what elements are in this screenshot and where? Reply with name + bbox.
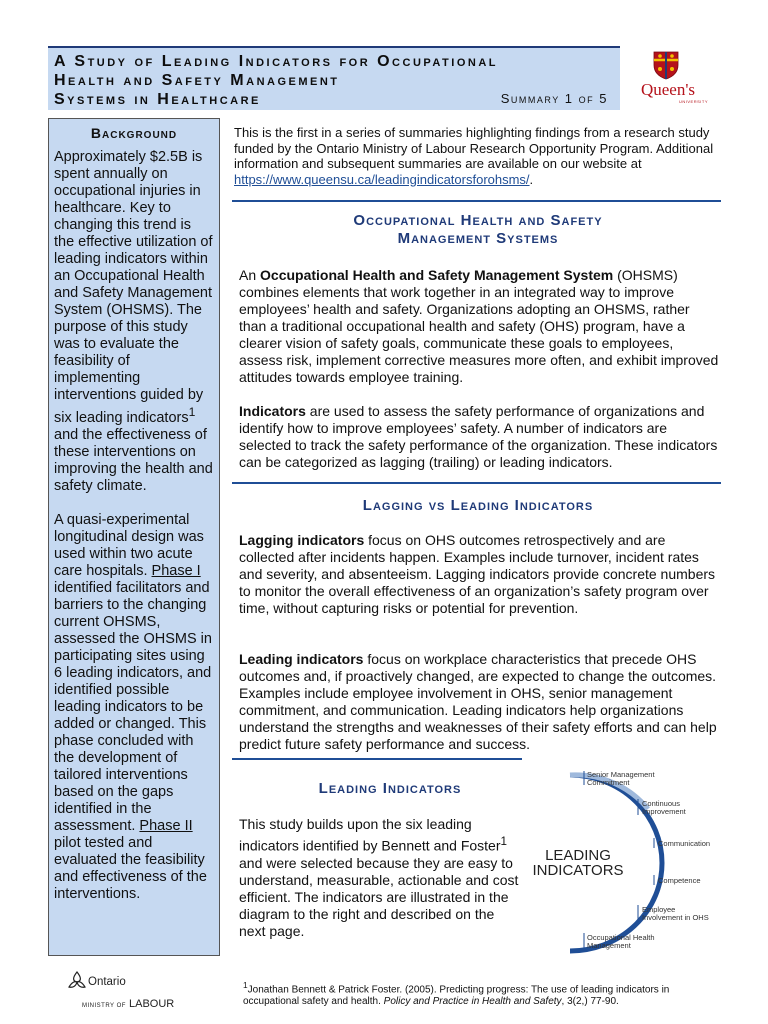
queens-logo-text: Queen's bbox=[640, 80, 696, 99]
title-band bbox=[48, 46, 620, 110]
diagram-label-employee-1: Employee bbox=[642, 905, 676, 914]
title-line-2: Health and Safety Management bbox=[54, 72, 340, 89]
diagram-label-employee-2: Involvement in OHS bbox=[642, 913, 709, 922]
ontario-name: Ontario bbox=[88, 976, 126, 988]
footnote-journal: Policy and Practice in Health and Safety bbox=[383, 996, 562, 1008]
queens-crest-icon bbox=[652, 50, 680, 80]
diagram-label-senior-management-2: Commitment bbox=[587, 778, 630, 787]
intro-paragraph bbox=[234, 125, 724, 187]
section-divider bbox=[232, 200, 721, 202]
background-sidebar bbox=[48, 118, 220, 956]
ohsms-paragraph-2 bbox=[239, 403, 719, 471]
footnote-text-a: Jonathan Bennett & Patrick Foster. (2005). Predicting progress: The use of leading indicators in occupational safety and health. bbox=[243, 984, 670, 1008]
footnote-number: 1 bbox=[243, 980, 248, 990]
sidebar-paragraph-1 bbox=[49, 149, 219, 495]
footnote bbox=[243, 979, 723, 1008]
sidebar-p1-end: and the effectiveness of these interventions on improving the health and safety climate. bbox=[54, 426, 213, 494]
title-line-3: Systems in Healthcare bbox=[54, 91, 261, 108]
ohsms-p2-b: are used to assess the safety performance of organizations and identify how to improve employees’ safety. A number of indicators are selected to track the safety performance of the organization. These indicators can be categorized as lagging (trailing) or leading indicators. bbox=[239, 403, 718, 470]
sidebar-p2-c: pilot tested and evaluated the feasibility and effectiveness of the interventions. bbox=[54, 834, 207, 902]
trillium-icon bbox=[66, 970, 88, 992]
ohsms-title-line-1: Occupational Health and Safety bbox=[353, 212, 603, 229]
diagram-center-line-2: INDICATORS bbox=[532, 862, 624, 879]
diagram-label-communication: Communication bbox=[658, 839, 711, 848]
phase-2-label: Phase II bbox=[139, 817, 193, 834]
diagram-label-competence: Competence bbox=[658, 876, 701, 885]
section-divider bbox=[232, 758, 522, 760]
lagging-section-title: Lagging vs Leading Indicators bbox=[362, 497, 594, 514]
diagram-label-ohm-1: Occupational Health bbox=[587, 933, 655, 942]
diagram-label-ohm-2: Management bbox=[587, 941, 631, 950]
leading-paragraph bbox=[239, 651, 719, 753]
ohsms-section-title bbox=[234, 212, 722, 248]
diagram-label-continuous-2: Improvement bbox=[642, 807, 686, 816]
diagram-label-continuous-1: Continuous bbox=[642, 799, 680, 808]
leading-indicators-title: Leading Indicators bbox=[318, 780, 462, 797]
ohsms-term: Occupational Health and Safety Management System bbox=[260, 267, 614, 283]
sidebar-p2-b: identified facilitators and barriers to the changing current OHSMS, assessed the OHSMS in participating sites using 6 leading indicators, and identified possible leading indicators to be added or changed. This phase concluded with the development of tailored interventions based on the gaps identified in the assessment. bbox=[54, 579, 212, 834]
ministry-name: LABOUR bbox=[129, 998, 175, 1010]
sidebar-paragraph-2 bbox=[49, 512, 219, 903]
footnote-text-b: , 3(2,) 77-90. bbox=[561, 996, 619, 1008]
leading-indicators-diagram bbox=[530, 765, 725, 957]
footnote-ref: 1 bbox=[500, 835, 507, 848]
lagging-p-text: focus on OHS outcomes retrospectively and are collected after incidents happen. Examples include turnover, incident rates and severity, and absenteeism. Lagging indicators provide concrete numbers to monitor the overall effectiveness of an organization’s safety program over time, without capturing risks or potential for prevention. bbox=[239, 532, 716, 616]
section-divider bbox=[232, 482, 721, 484]
ohsms-paragraph-1 bbox=[239, 267, 719, 386]
queens-logo-subtext: UNIVERSITY bbox=[678, 99, 708, 104]
leading-ind-b: and were selected because they are easy to understand, measurable, actionable and cost efficient. The indicators are illustrated in the diagram to the right and described on the next page. bbox=[239, 854, 519, 939]
website-link[interactable]: https://www.queensu.ca/leadingindicatorsforohsms/ bbox=[234, 171, 530, 187]
leading-ind-a: This study builds upon the six leading indicators identified by Bennett and Foster bbox=[239, 816, 501, 854]
sidebar-p2-a: A quasi-experimental longitudinal design was used within two acute care hospitals. bbox=[54, 511, 204, 579]
ministry-prefix: MINISTRY OF bbox=[82, 1003, 126, 1009]
ministry-label bbox=[82, 998, 174, 1010]
phase-1-label: Phase I bbox=[151, 562, 201, 579]
sidebar-heading: Background bbox=[90, 125, 178, 141]
title-line-1: A Study of Leading Indicators for Occupational bbox=[54, 53, 498, 70]
intro-end: . bbox=[529, 171, 534, 187]
diagram-label-senior-management-1: Senior Management bbox=[587, 770, 655, 779]
leading-term: Leading indicators bbox=[239, 651, 364, 667]
queens-logo bbox=[628, 50, 708, 104]
ohsms-title-line-2: Management Systems bbox=[397, 230, 559, 247]
leading-p-text: focus on workplace characteristics that precede OHS outcomes and, if proactively changed, are expected to change the outcomes. Examples include employee involvement in OHS, senior management commitment, and communication. Leading indicators help organizations understand the strengths and weaknesses of their safety efforts and can help predict future safety performance and success. bbox=[239, 651, 717, 752]
summary-label: Summary 1 of 5 bbox=[500, 91, 608, 106]
indicators-term: Indicators bbox=[239, 403, 306, 419]
sidebar-p1-text: Approximately $2.5B is spent annually on occupational injuries in healthcare. Key to changing this trend is the effective utilization of leading indicators within an Occupational Health and Safety Management System (OHSMS). The purpose of this study was to evaluate the feasibility of implementing interventions guided by six leading indicators bbox=[54, 149, 213, 426]
ohsms-p1-b: (OHSMS) combines elements that work together in an integrated way to improve employees’ health and safety. Organizations adopting an OHSMS, rather than a traditional occupational health and safety (OHS) program, have a clearer vision of safety goals, communicate these goals to employees, assess risk, implement corrective measures more often, and exhibit improved attitudes towards employee training. bbox=[239, 267, 719, 385]
ohsms-p1-a: An bbox=[239, 267, 261, 283]
leading-indicators-paragraph bbox=[239, 816, 524, 940]
ontario-logo bbox=[66, 966, 206, 1016]
lagging-term: Lagging indicators bbox=[239, 532, 365, 548]
footnote-ref: 1 bbox=[188, 405, 196, 419]
lagging-paragraph bbox=[239, 532, 719, 617]
diagram-center-line-1: LEADING bbox=[545, 847, 611, 864]
intro-text: This is the first in a series of summaries highlighting findings from a research study funded by the Ontario Ministry of Labour Research Opportunity Program. Additional information and subsequent summaries are available on our website at bbox=[234, 125, 714, 171]
